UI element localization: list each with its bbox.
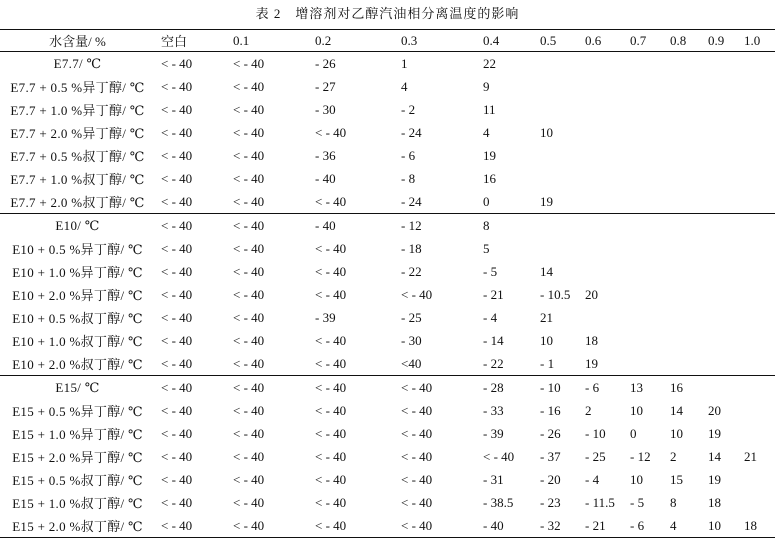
table-cell: - 10 — [585, 425, 606, 441]
row-label: E7.7 + 1.0 %异丁醇/ ℃ — [10, 103, 145, 118]
table-cell: - 5 — [630, 494, 645, 510]
table-cell: 0 — [630, 425, 637, 441]
table-cell — [708, 306, 744, 329]
table-row — [0, 306, 775, 329]
header-row — [0, 30, 775, 52]
table-cell: 10 — [540, 332, 553, 348]
table-cell: 21 — [744, 448, 757, 464]
table-cell — [630, 352, 670, 376]
table-cell — [670, 260, 708, 283]
table-cell: - 4 — [483, 309, 498, 325]
table-row — [0, 190, 775, 214]
table-cell: < - 40 — [233, 240, 265, 256]
row-label: E15 + 0.5 %叔丁醇/ ℃ — [12, 473, 143, 488]
table-cell: - 14 — [483, 332, 504, 348]
table-cell — [744, 214, 775, 238]
table-cell — [670, 237, 708, 260]
table-cell — [670, 329, 708, 352]
table-cell — [670, 144, 708, 167]
table-cell — [670, 167, 708, 190]
table-cell: < - 40 — [233, 55, 265, 71]
table-cell: < - 40 — [161, 355, 193, 371]
table-cell — [585, 260, 630, 283]
table-cell: < - 40 — [315, 332, 347, 348]
table-row — [0, 260, 775, 283]
table-cell: - 23 — [540, 494, 561, 510]
table-cell — [540, 98, 585, 121]
table-row — [0, 514, 775, 538]
table-cell — [630, 260, 670, 283]
table-cell: < - 40 — [161, 170, 193, 186]
table-cell — [744, 121, 775, 144]
table-cell: < - 40 — [161, 448, 193, 464]
table-cell — [540, 144, 585, 167]
row-label: E15 + 1.0 %叔丁醇/ ℃ — [12, 496, 143, 511]
table-cell: - 10.5 — [540, 286, 571, 302]
table-cell: < - 40 — [161, 147, 193, 163]
table-cell — [630, 329, 670, 352]
table-cell: - 32 — [540, 517, 561, 533]
table-cell: < - 40 — [315, 355, 347, 371]
table-row — [0, 491, 775, 514]
table-cell: < - 40 — [233, 78, 265, 94]
header-cell: 0.8 — [670, 32, 687, 48]
table-cell: < - 40 — [315, 425, 347, 441]
table-cell: < - 40 — [161, 263, 193, 279]
table-row — [0, 422, 775, 445]
table-cell: < - 40 — [233, 494, 265, 510]
header-cell: 0.3 — [401, 32, 418, 48]
table-cell: < - 40 — [483, 448, 515, 464]
table-cell: < - 40 — [315, 286, 347, 302]
table-row — [0, 352, 775, 376]
table-cell: - 38.5 — [483, 494, 514, 510]
row-label: E10 + 1.0 %异丁醇/ ℃ — [12, 265, 143, 280]
table-cell: - 40 — [483, 517, 504, 533]
table-cell: - 33 — [483, 402, 504, 418]
table-cell — [708, 121, 744, 144]
table-cell — [585, 306, 630, 329]
table-cell: < - 40 — [233, 379, 265, 395]
row-label: E10 + 2.0 %异丁醇/ ℃ — [12, 288, 143, 303]
table-cell — [744, 98, 775, 121]
row-label: E15 + 1.0 %异丁醇/ ℃ — [12, 427, 143, 442]
table-cell: - 39 — [315, 309, 336, 325]
table-cell — [585, 75, 630, 98]
table-cell: < - 40 — [233, 517, 265, 533]
table-cell: 15 — [670, 471, 683, 487]
table-cell: 18 — [708, 494, 721, 510]
table-cell: 2 — [670, 448, 677, 464]
table-cell: 13 — [630, 379, 643, 395]
table-cell — [744, 260, 775, 283]
table-cell: 16 — [483, 170, 496, 186]
table-row — [0, 214, 775, 238]
table-cell: - 2 — [401, 101, 416, 117]
table-cell: - 31 — [483, 471, 504, 487]
table-cell — [585, 121, 630, 144]
row-label: E10/ ℃ — [55, 217, 100, 233]
table-cell — [540, 214, 585, 238]
table-cell: < - 40 — [233, 217, 265, 233]
row-label: E7.7/ ℃ — [53, 55, 102, 71]
row-label: E10 + 0.5 %异丁醇/ ℃ — [12, 242, 143, 257]
table-row — [0, 445, 775, 468]
table-cell: < - 40 — [161, 217, 193, 233]
table-cell — [630, 52, 670, 76]
table-cell — [670, 190, 708, 214]
table-cell — [744, 75, 775, 98]
table-cell — [708, 260, 744, 283]
row-label: E7.7 + 2.0 %异丁醇/ ℃ — [10, 126, 145, 141]
table-cell — [744, 399, 775, 422]
table-row — [0, 52, 775, 76]
table-cell: 4 — [670, 517, 677, 533]
table-cell — [708, 237, 744, 260]
table-cell — [630, 190, 670, 214]
table-cell: < - 40 — [161, 309, 193, 325]
table-cell: 18 — [744, 517, 757, 533]
row-label: E15 + 2.0 %异丁醇/ ℃ — [12, 450, 143, 465]
table-cell: 20 — [708, 402, 721, 418]
table-cell: - 39 — [483, 425, 504, 441]
table-cell — [540, 237, 585, 260]
table-cell: 14 — [708, 448, 721, 464]
table-cell: < - 40 — [401, 471, 433, 487]
table-cell: < - 40 — [315, 379, 347, 395]
table-cell: - 27 — [315, 78, 336, 94]
table-cell: < - 40 — [401, 379, 433, 395]
table-cell: - 24 — [401, 193, 422, 209]
table-cell: < - 40 — [401, 448, 433, 464]
table-cell: - 26 — [315, 55, 336, 71]
table-cell — [744, 329, 775, 352]
table-cell: < - 40 — [233, 355, 265, 371]
table-cell — [585, 98, 630, 121]
table-cell: < - 40 — [161, 402, 193, 418]
table-cell: - 10 — [540, 379, 561, 395]
table-cell: < - 40 — [161, 124, 193, 140]
table-cell — [540, 52, 585, 76]
table-row — [0, 468, 775, 491]
table-cell: 2 — [585, 402, 592, 418]
table-cell: < - 40 — [233, 448, 265, 464]
table-cell: < - 40 — [315, 240, 347, 256]
table-cell — [585, 144, 630, 167]
table-cell: - 4 — [585, 471, 600, 487]
table-cell: < - 40 — [161, 517, 193, 533]
table-cell — [630, 237, 670, 260]
table-cell — [630, 306, 670, 329]
table-cell: < - 40 — [315, 517, 347, 533]
table-cell: < - 40 — [233, 101, 265, 117]
table-cell — [670, 352, 708, 376]
table-cell: < - 40 — [401, 402, 433, 418]
table-cell: < - 40 — [161, 379, 193, 395]
header-cell: 0.4 — [483, 32, 500, 48]
table-cell — [708, 75, 744, 98]
table-cell: - 24 — [401, 124, 422, 140]
table-cell — [708, 190, 744, 214]
table-cell — [630, 167, 670, 190]
header-cell: 0.5 — [540, 32, 557, 48]
table-row — [0, 121, 775, 144]
table-cell — [630, 283, 670, 306]
table-cell: - 21 — [585, 517, 606, 533]
table-cell: 4 — [401, 78, 408, 94]
table-cell: - 16 — [540, 402, 561, 418]
table-cell — [708, 329, 744, 352]
table-cell: - 25 — [585, 448, 606, 464]
table-cell: - 22 — [401, 263, 422, 279]
row-label: E10 + 2.0 %叔丁醇/ ℃ — [12, 357, 143, 372]
row-label: E7.7 + 1.0 %叔丁醇/ ℃ — [10, 172, 145, 187]
row-label: E15/ ℃ — [55, 379, 100, 395]
table-cell: < - 40 — [233, 332, 265, 348]
table-cell: 14 — [670, 402, 683, 418]
table-cell: < - 40 — [401, 286, 433, 302]
table-cell: 9 — [483, 78, 490, 94]
table-cell — [744, 283, 775, 306]
table-cell: - 30 — [315, 101, 336, 117]
table-cell: 21 — [540, 309, 553, 325]
table-cell: < - 40 — [315, 471, 347, 487]
table-cell: < - 40 — [315, 494, 347, 510]
table-body — [0, 52, 775, 538]
table-row — [0, 75, 775, 98]
table-cell — [744, 306, 775, 329]
table-cell: 10 — [540, 124, 553, 140]
table-cell — [744, 491, 775, 514]
table-cell — [585, 190, 630, 214]
table-cell: - 40 — [315, 170, 336, 186]
table-cell — [630, 214, 670, 238]
table-row — [0, 167, 775, 190]
header-cell: 0.7 — [630, 32, 647, 48]
table-cell: - 30 — [401, 332, 422, 348]
table-cell: - 20 — [540, 471, 561, 487]
table-cell: < - 40 — [401, 517, 433, 533]
table-cell: < - 40 — [161, 425, 193, 441]
row-label: E10 + 0.5 %叔丁醇/ ℃ — [12, 311, 143, 326]
row-label: E15 + 2.0 %叔丁醇/ ℃ — [12, 519, 143, 534]
data-table — [0, 29, 775, 538]
table-cell — [585, 214, 630, 238]
table-cell: 1 — [401, 55, 408, 71]
table-cell — [708, 283, 744, 306]
table-cell — [744, 422, 775, 445]
table-cell: < - 40 — [233, 402, 265, 418]
table-cell — [708, 352, 744, 376]
table-cell: < - 40 — [233, 147, 265, 163]
header-cell: 水含量/ % — [49, 34, 106, 49]
table-cell: < - 40 — [233, 193, 265, 209]
table-cell — [708, 167, 744, 190]
table-cell — [630, 121, 670, 144]
row-label: E7.7 + 0.5 %叔丁醇/ ℃ — [10, 149, 145, 164]
table-cell — [744, 167, 775, 190]
table-cell: 8 — [483, 217, 490, 233]
table-cell: <40 — [401, 355, 422, 371]
table-cell: - 28 — [483, 379, 504, 395]
table-cell: - 25 — [401, 309, 422, 325]
table-cell — [708, 144, 744, 167]
header-cell: 0.1 — [233, 32, 250, 48]
table-cell: < - 40 — [161, 240, 193, 256]
table-cell — [585, 52, 630, 76]
table-cell: < - 40 — [315, 448, 347, 464]
table-cell: < - 40 — [233, 286, 265, 302]
table-cell — [708, 376, 744, 400]
table-cell: < - 40 — [233, 425, 265, 441]
table-cell — [670, 306, 708, 329]
table-cell: - 21 — [483, 286, 504, 302]
table-row — [0, 237, 775, 260]
table-cell: - 8 — [401, 170, 416, 186]
header-cell: 1.0 — [744, 32, 761, 48]
table-cell: 10 — [708, 517, 721, 533]
table-row — [0, 329, 775, 352]
table-cell — [670, 283, 708, 306]
table-cell: < - 40 — [161, 332, 193, 348]
row-label: E10 + 1.0 %叔丁醇/ ℃ — [12, 334, 143, 349]
table-cell: 4 — [483, 124, 490, 140]
table-cell: < - 40 — [315, 402, 347, 418]
table-cell: < - 40 — [315, 193, 347, 209]
table-cell: 10 — [630, 471, 643, 487]
table-cell — [744, 237, 775, 260]
table-cell: < - 40 — [161, 78, 193, 94]
table-cell — [708, 98, 744, 121]
table-cell — [540, 167, 585, 190]
table-cell: < - 40 — [161, 101, 193, 117]
table-cell: 19 — [585, 355, 598, 371]
table-cell: < - 40 — [233, 170, 265, 186]
table-cell — [708, 214, 744, 238]
table-caption: 表 2 增溶剂对乙醇汽油相分离温度的影响 — [255, 6, 520, 21]
table-cell: 8 — [670, 494, 677, 510]
table-row — [0, 144, 775, 167]
table-cell — [744, 376, 775, 400]
table-cell: < - 40 — [315, 124, 347, 140]
table-row — [0, 399, 775, 422]
table-cell: - 12 — [401, 217, 422, 233]
row-label: E7.7 + 2.0 %叔丁醇/ ℃ — [10, 195, 145, 210]
table-cell: < - 40 — [161, 55, 193, 71]
table-row — [0, 376, 775, 400]
table-row — [0, 283, 775, 306]
table-cell — [630, 75, 670, 98]
table-cell: 19 — [540, 193, 553, 209]
header-cell: 0.9 — [708, 32, 725, 48]
table-cell — [670, 52, 708, 76]
table-cell: - 6 — [585, 379, 600, 395]
table-cell — [670, 98, 708, 121]
table-cell: < - 40 — [315, 263, 347, 279]
table-cell: 19 — [708, 425, 721, 441]
table-cell: - 26 — [540, 425, 561, 441]
table-cell — [744, 52, 775, 76]
table-cell — [630, 98, 670, 121]
table-cell: 10 — [630, 402, 643, 418]
table-cell — [670, 121, 708, 144]
table-cell: 16 — [670, 379, 683, 395]
table-cell: 19 — [483, 147, 496, 163]
table-cell: 19 — [708, 471, 721, 487]
table-cell — [708, 52, 744, 76]
table-cell: < - 40 — [233, 263, 265, 279]
table-cell: - 36 — [315, 147, 336, 163]
table-cell: < - 40 — [401, 494, 433, 510]
table-cell — [744, 190, 775, 214]
table-cell: 10 — [670, 425, 683, 441]
row-label: E15 + 0.5 %异丁醇/ ℃ — [12, 404, 143, 419]
table-cell: 0 — [483, 193, 490, 209]
table-cell: 5 — [483, 240, 490, 256]
table-cell: - 11.5 — [585, 494, 615, 510]
table-cell — [630, 144, 670, 167]
table-cell: < - 40 — [233, 471, 265, 487]
table-cell — [585, 167, 630, 190]
table-cell: 20 — [585, 286, 598, 302]
table-cell — [744, 352, 775, 376]
table-row — [0, 98, 775, 121]
table-cell: 14 — [540, 263, 553, 279]
table-cell: 18 — [585, 332, 598, 348]
table-cell: - 6 — [630, 517, 645, 533]
table-cell — [670, 214, 708, 238]
table-cell: < - 40 — [233, 124, 265, 140]
table-cell — [744, 468, 775, 491]
table-cell — [670, 75, 708, 98]
table-cell: < - 40 — [401, 425, 433, 441]
table-cell: < - 40 — [161, 494, 193, 510]
table-cell: - 6 — [401, 147, 416, 163]
table-cell: < - 40 — [161, 471, 193, 487]
table-cell: - 40 — [315, 217, 336, 233]
table-cell — [540, 75, 585, 98]
table-cell: < - 40 — [233, 309, 265, 325]
row-label: E7.7 + 0.5 %异丁醇/ ℃ — [10, 80, 145, 95]
header-cell: 0.2 — [315, 32, 332, 48]
table-cell: - 18 — [401, 240, 422, 256]
table-cell: - 1 — [540, 355, 555, 371]
table-cell — [744, 144, 775, 167]
table-cell: < - 40 — [161, 193, 193, 209]
table-cell: < - 40 — [161, 286, 193, 302]
table-cell: - 12 — [630, 448, 651, 464]
table-cell — [585, 237, 630, 260]
table-cell: - 5 — [483, 263, 498, 279]
table-cell: - 22 — [483, 355, 504, 371]
header-cell: 0.6 — [585, 32, 602, 48]
header-cell: 空白 — [161, 34, 188, 49]
table-cell: - 37 — [540, 448, 561, 464]
table-cell: 11 — [483, 101, 496, 117]
table-cell: 22 — [483, 55, 496, 71]
